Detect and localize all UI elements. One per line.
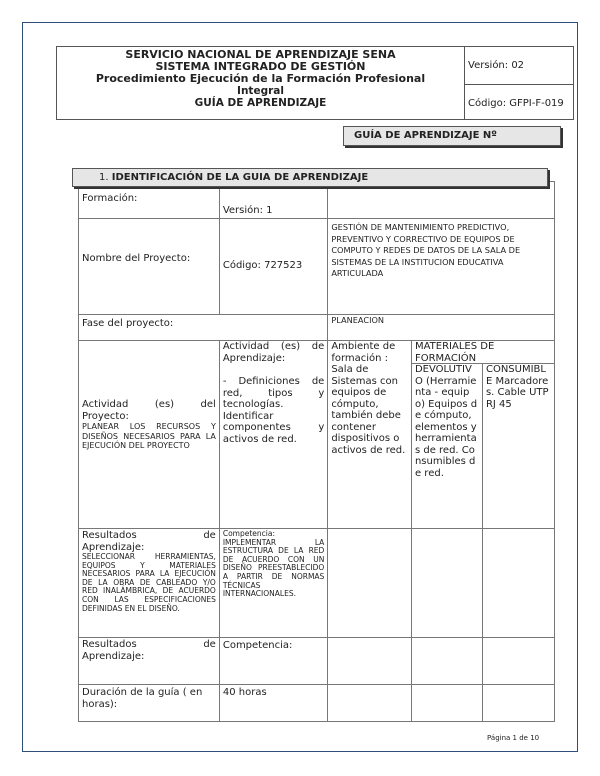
section-title: IDENTIFICACIÓN DE LA GUIA DE APRENDIZAJE bbox=[111, 172, 369, 183]
resultados-2-label: Resultados de Aprendizaje: bbox=[82, 639, 216, 662]
formacion-version-cell bbox=[219, 182, 327, 219]
resultados-1-empty-b bbox=[411, 529, 483, 638]
header-line-2: SISTEMA INTEGRADO DE GESTIÓN bbox=[155, 60, 366, 73]
devolutivo-value: DEVOLUTIVO (Herramienta - equipo) Equipos de cómputo, elementos y herramientas de red. Consumibles de red. bbox=[412, 364, 483, 528]
materiales-cell bbox=[411, 341, 554, 529]
actividad-aprendizaje-label: Actividad (es) de Aprendizaje: bbox=[222, 341, 325, 364]
proyecto-label-cell bbox=[79, 219, 220, 315]
proyecto-codigo: Código: 727523 bbox=[222, 260, 303, 271]
header-line-1: SERVICIO NACIONAL DE APRENDIZAJE SENA bbox=[125, 48, 396, 61]
duracion-label-cell bbox=[79, 685, 220, 722]
duracion-empty-a bbox=[328, 685, 412, 722]
competencia-2-label: Competencia: bbox=[222, 640, 293, 651]
proyecto-nombre: GESTIÓN DE MANTENIMIENTO PREDICTIVO, PREVENTIVO Y CORRECTIVO DE EQUIPOS DE COMPUTO Y REDES DE DATOS DE LA SALA DE SISTEMAS DE LA INSTITUCION EDUCATIVA ARTICULADA bbox=[331, 222, 521, 278]
formacion-empty-cell bbox=[328, 182, 555, 219]
materiales-label: MATERIALES DE FORMACIÓN bbox=[412, 341, 554, 364]
guia-numero-box: GUÍA DE APRENDIZAJE Nº bbox=[343, 126, 561, 146]
fase-value: PLANEACION bbox=[331, 315, 385, 325]
header-line-5: GUÍA DE APRENDIZAJE bbox=[194, 97, 327, 109]
document-header-meta bbox=[464, 46, 574, 120]
duracion-empty-c bbox=[483, 685, 555, 722]
header-line-3: Procedimiento Ejecución de la Formación Profesional bbox=[95, 72, 426, 85]
ambiente-value: Sala de Sistemas con equipos de cómputo, también debe contener dispositivos o activos de red. bbox=[331, 364, 406, 456]
formacion-label-cell bbox=[79, 182, 220, 219]
formacion-label: Formación: bbox=[82, 193, 138, 204]
section-heading-bar bbox=[72, 168, 548, 187]
actividad-label: Actividad (es) del Proyecto: bbox=[82, 399, 216, 422]
ambiente-label: Ambiente de formación : bbox=[331, 341, 396, 364]
header-line-4: Integral bbox=[237, 85, 284, 97]
page-number: Página 1 de 10 bbox=[487, 734, 540, 742]
proyecto-codigo-cell bbox=[219, 219, 327, 315]
actividad-proyecto-cell bbox=[79, 341, 220, 529]
resultados-2-cell bbox=[79, 638, 220, 685]
resultados-1-empty-a bbox=[328, 529, 412, 638]
resultados-2-empty-b bbox=[411, 638, 483, 685]
identificacion-table bbox=[78, 181, 555, 722]
competencia-2-cell bbox=[219, 638, 327, 685]
fase-value-cell bbox=[328, 315, 555, 341]
formacion-version: Versión: 1 bbox=[222, 205, 273, 216]
resultados-2-empty-c bbox=[483, 638, 555, 685]
competencia-1-label: Competencia: bbox=[222, 529, 275, 538]
resultados-1-cell bbox=[79, 529, 220, 638]
duracion-empty-b bbox=[411, 685, 483, 722]
actividad-aprendizaje-cell bbox=[219, 341, 327, 529]
competencia-1-cell bbox=[219, 529, 327, 638]
fase-label: Fase del proyecto: bbox=[82, 318, 174, 329]
resultados-1-label: Resultados de Aprendizaje: bbox=[82, 530, 216, 553]
competencia-1-value: IMPLEMENTAR LA ESTRUCTURA DE LA RED DE ACUERDO CON UN DISEÑO PREESTABLECIDO A PARTIR DE NORMAS TÉCNICAS INTERNACIONALES. bbox=[222, 537, 325, 599]
codigo-label: Código: GFPI-F-019 bbox=[465, 84, 573, 121]
resultados-1-value: SELECCIONAR HERRAMIENTAS, EQUIPOS Y MATERIALES NECESARIOS PARA LA EJECUCIÓN DE LA OBRA DE CABLEADO Y/O RED INALÁMBRICA, DE ACUERDO CON LAS ESPECIFICACIONES DEFINIDAS EN EL DISEÑO. bbox=[82, 552, 216, 613]
duracion-value: 40 horas bbox=[222, 687, 267, 698]
proyecto-nombre-cell bbox=[328, 219, 555, 315]
section-number: 1. bbox=[99, 172, 109, 183]
fase-label-cell bbox=[79, 315, 328, 341]
proyecto-label: Nombre del Proyecto: bbox=[82, 253, 191, 264]
duracion-label: Duración de la guía ( en horas): bbox=[82, 687, 203, 710]
duracion-value-cell bbox=[219, 685, 327, 722]
document-header-title bbox=[56, 46, 464, 120]
version-label: Versión: 02 bbox=[468, 60, 525, 71]
resultados-1-empty-c bbox=[483, 529, 555, 638]
resultados-2-empty-a bbox=[328, 638, 412, 685]
ambiente-cell bbox=[328, 341, 412, 529]
actividad-aprendizaje-value: - Definiciones de red, tipos y tecnologías. Identificar componentes y activos de red. bbox=[222, 376, 325, 445]
actividad-value: PLANEAR LOS RECURSOS Y DISEÑOS NECESARIOS PARA LA EJECUCIÓN DEL PROYECTO bbox=[82, 422, 216, 450]
consumible-value: CONSUMIBLE Marcadores. Cable UTP RJ 45 bbox=[485, 364, 549, 410]
